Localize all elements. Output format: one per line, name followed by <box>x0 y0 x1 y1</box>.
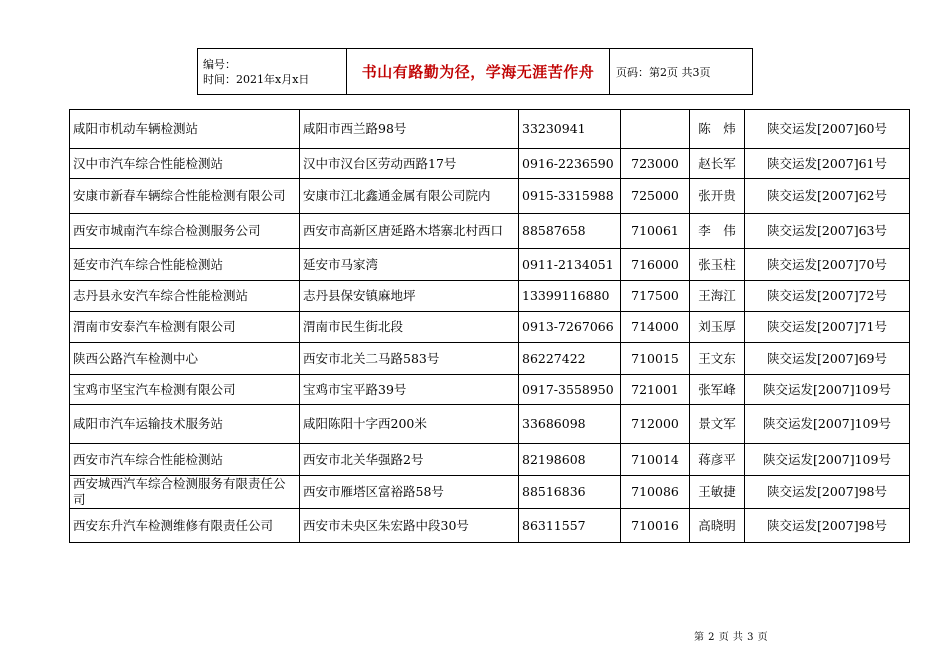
cell-address: 汉中市汉台区劳动西路17号 <box>300 149 519 179</box>
cell-person: 王海江 <box>690 281 745 312</box>
station-table <box>69 109 910 543</box>
cell-zip: 712000 <box>621 405 690 444</box>
cell-name: 安康市新春车辆综合性能检测有限公司 <box>70 179 300 214</box>
cell-name: 西安市城南汽车综合检测服务公司 <box>70 214 300 249</box>
cell-doc: 陕交运发[2007]60号 <box>745 110 910 149</box>
cell-address: 宝鸡市宝平路39号 <box>300 375 519 405</box>
cell-name: 咸阳市机动车辆检测站 <box>70 110 300 149</box>
cell-doc: 陕交运发[2007]63号 <box>745 214 910 249</box>
cell-doc: 陕交运发[2007]72号 <box>745 281 910 312</box>
cell-zip <box>621 110 690 149</box>
cell-zip: 723000 <box>621 149 690 179</box>
cell-phone: 82198608 <box>519 444 621 476</box>
cell-phone: 0913-7267066 <box>519 312 621 343</box>
cell-phone: 0915-3315988 <box>519 179 621 214</box>
table-row <box>70 110 910 149</box>
cell-person: 刘玉厚 <box>690 312 745 343</box>
header-page-label: 页码：第2页 共3页 <box>610 49 753 95</box>
cell-zip: 714000 <box>621 312 690 343</box>
cell-person: 李 伟 <box>690 214 745 249</box>
cell-phone: 33230941 <box>519 110 621 149</box>
cell-address: 咸阳陈阳十字西200米 <box>300 405 519 444</box>
cell-person: 张军峰 <box>690 375 745 405</box>
header-motto: 书山有路勤为径，学海无涯苦作舟 <box>347 49 610 95</box>
cell-address: 咸阳市西兰路98号 <box>300 110 519 149</box>
cell-doc: 陕交运发[2007]71号 <box>745 312 910 343</box>
cell-person: 王文东 <box>690 343 745 375</box>
cell-person: 张玉柱 <box>690 249 745 281</box>
cell-address: 志丹县保安镇麻地坪 <box>300 281 519 312</box>
cell-phone: 86311557 <box>519 509 621 543</box>
table-row <box>70 343 910 375</box>
cell-person: 赵长军 <box>690 149 745 179</box>
table-row <box>70 444 910 476</box>
cell-phone: 33686098 <box>519 405 621 444</box>
cell-person: 张开贵 <box>690 179 745 214</box>
cell-phone: 88516836 <box>519 476 621 509</box>
cell-zip: 725000 <box>621 179 690 214</box>
cell-address: 安康市江北鑫通金属有限公司院内 <box>300 179 519 214</box>
cell-address: 西安市北关二马路583号 <box>300 343 519 375</box>
cell-phone: 88587658 <box>519 214 621 249</box>
cell-name: 宝鸡市坚宝汽车检测有限公司 <box>70 375 300 405</box>
cell-doc: 陕交运发[2007]69号 <box>745 343 910 375</box>
cell-doc: 陕交运发[2007]109号 <box>745 444 910 476</box>
table-row <box>70 249 910 281</box>
cell-name: 西安城西汽车综合检测服务有限责任公司 <box>70 476 300 509</box>
cell-doc: 陕交运发[2007]61号 <box>745 149 910 179</box>
table-row <box>70 509 910 543</box>
cell-zip: 710015 <box>621 343 690 375</box>
cell-zip: 710014 <box>621 444 690 476</box>
table-row <box>70 405 910 444</box>
cell-name: 渭南市安泰汽车检测有限公司 <box>70 312 300 343</box>
cell-person: 王敏捷 <box>690 476 745 509</box>
cell-address: 西安市未央区朱宏路中段30号 <box>300 509 519 543</box>
number-label: 编号： <box>203 57 236 71</box>
page-footer: 第 2 页 共 3 页 <box>694 632 769 643</box>
table-row <box>70 476 910 509</box>
cell-name: 汉中市汽车综合性能检测站 <box>70 149 300 179</box>
header-meta <box>198 49 347 95</box>
cell-doc: 陕交运发[2007]109号 <box>745 375 910 405</box>
cell-doc: 陕交运发[2007]62号 <box>745 179 910 214</box>
cell-doc: 陕交运发[2007]98号 <box>745 509 910 543</box>
cell-doc: 陕交运发[2007]70号 <box>745 249 910 281</box>
cell-doc: 陕交运发[2007]109号 <box>745 405 910 444</box>
table-row <box>70 214 910 249</box>
cell-zip: 717500 <box>621 281 690 312</box>
page-header <box>197 48 753 95</box>
table-row <box>70 179 910 214</box>
table-row <box>70 312 910 343</box>
cell-name: 志丹县永安汽车综合性能检测站 <box>70 281 300 312</box>
time-label: 时间：2021年x月x日 <box>203 72 310 86</box>
cell-phone: 0917-3558950 <box>519 375 621 405</box>
cell-address: 西安市北关华强路2号 <box>300 444 519 476</box>
cell-person: 陈 炜 <box>690 110 745 149</box>
cell-zip: 710086 <box>621 476 690 509</box>
table-row <box>70 149 910 179</box>
cell-phone: 0911-2134051 <box>519 249 621 281</box>
cell-zip: 716000 <box>621 249 690 281</box>
table-row <box>70 281 910 312</box>
cell-address: 渭南市民生街北段 <box>300 312 519 343</box>
cell-phone: 86227422 <box>519 343 621 375</box>
cell-name: 咸阳市汽车运输技术服务站 <box>70 405 300 444</box>
cell-address: 西安市雁塔区富裕路58号 <box>300 476 519 509</box>
cell-zip: 721001 <box>621 375 690 405</box>
cell-name: 西安市汽车综合性能检测站 <box>70 444 300 476</box>
cell-name: 延安市汽车综合性能检测站 <box>70 249 300 281</box>
cell-name: 西安东升汽车检测维修有限责任公司 <box>70 509 300 543</box>
cell-person: 景文军 <box>690 405 745 444</box>
cell-zip: 710016 <box>621 509 690 543</box>
cell-address: 西安市高新区唐延路木塔寨北村西口 <box>300 214 519 249</box>
table-row <box>70 375 910 405</box>
cell-address: 延安市马家湾 <box>300 249 519 281</box>
cell-zip: 710061 <box>621 214 690 249</box>
cell-person: 高晓明 <box>690 509 745 543</box>
cell-phone: 0916-2236590 <box>519 149 621 179</box>
cell-doc: 陕交运发[2007]98号 <box>745 476 910 509</box>
cell-name: 陕西公路汽车检测中心 <box>70 343 300 375</box>
cell-person: 蒋彦平 <box>690 444 745 476</box>
cell-phone: 13399116880 <box>519 281 621 312</box>
